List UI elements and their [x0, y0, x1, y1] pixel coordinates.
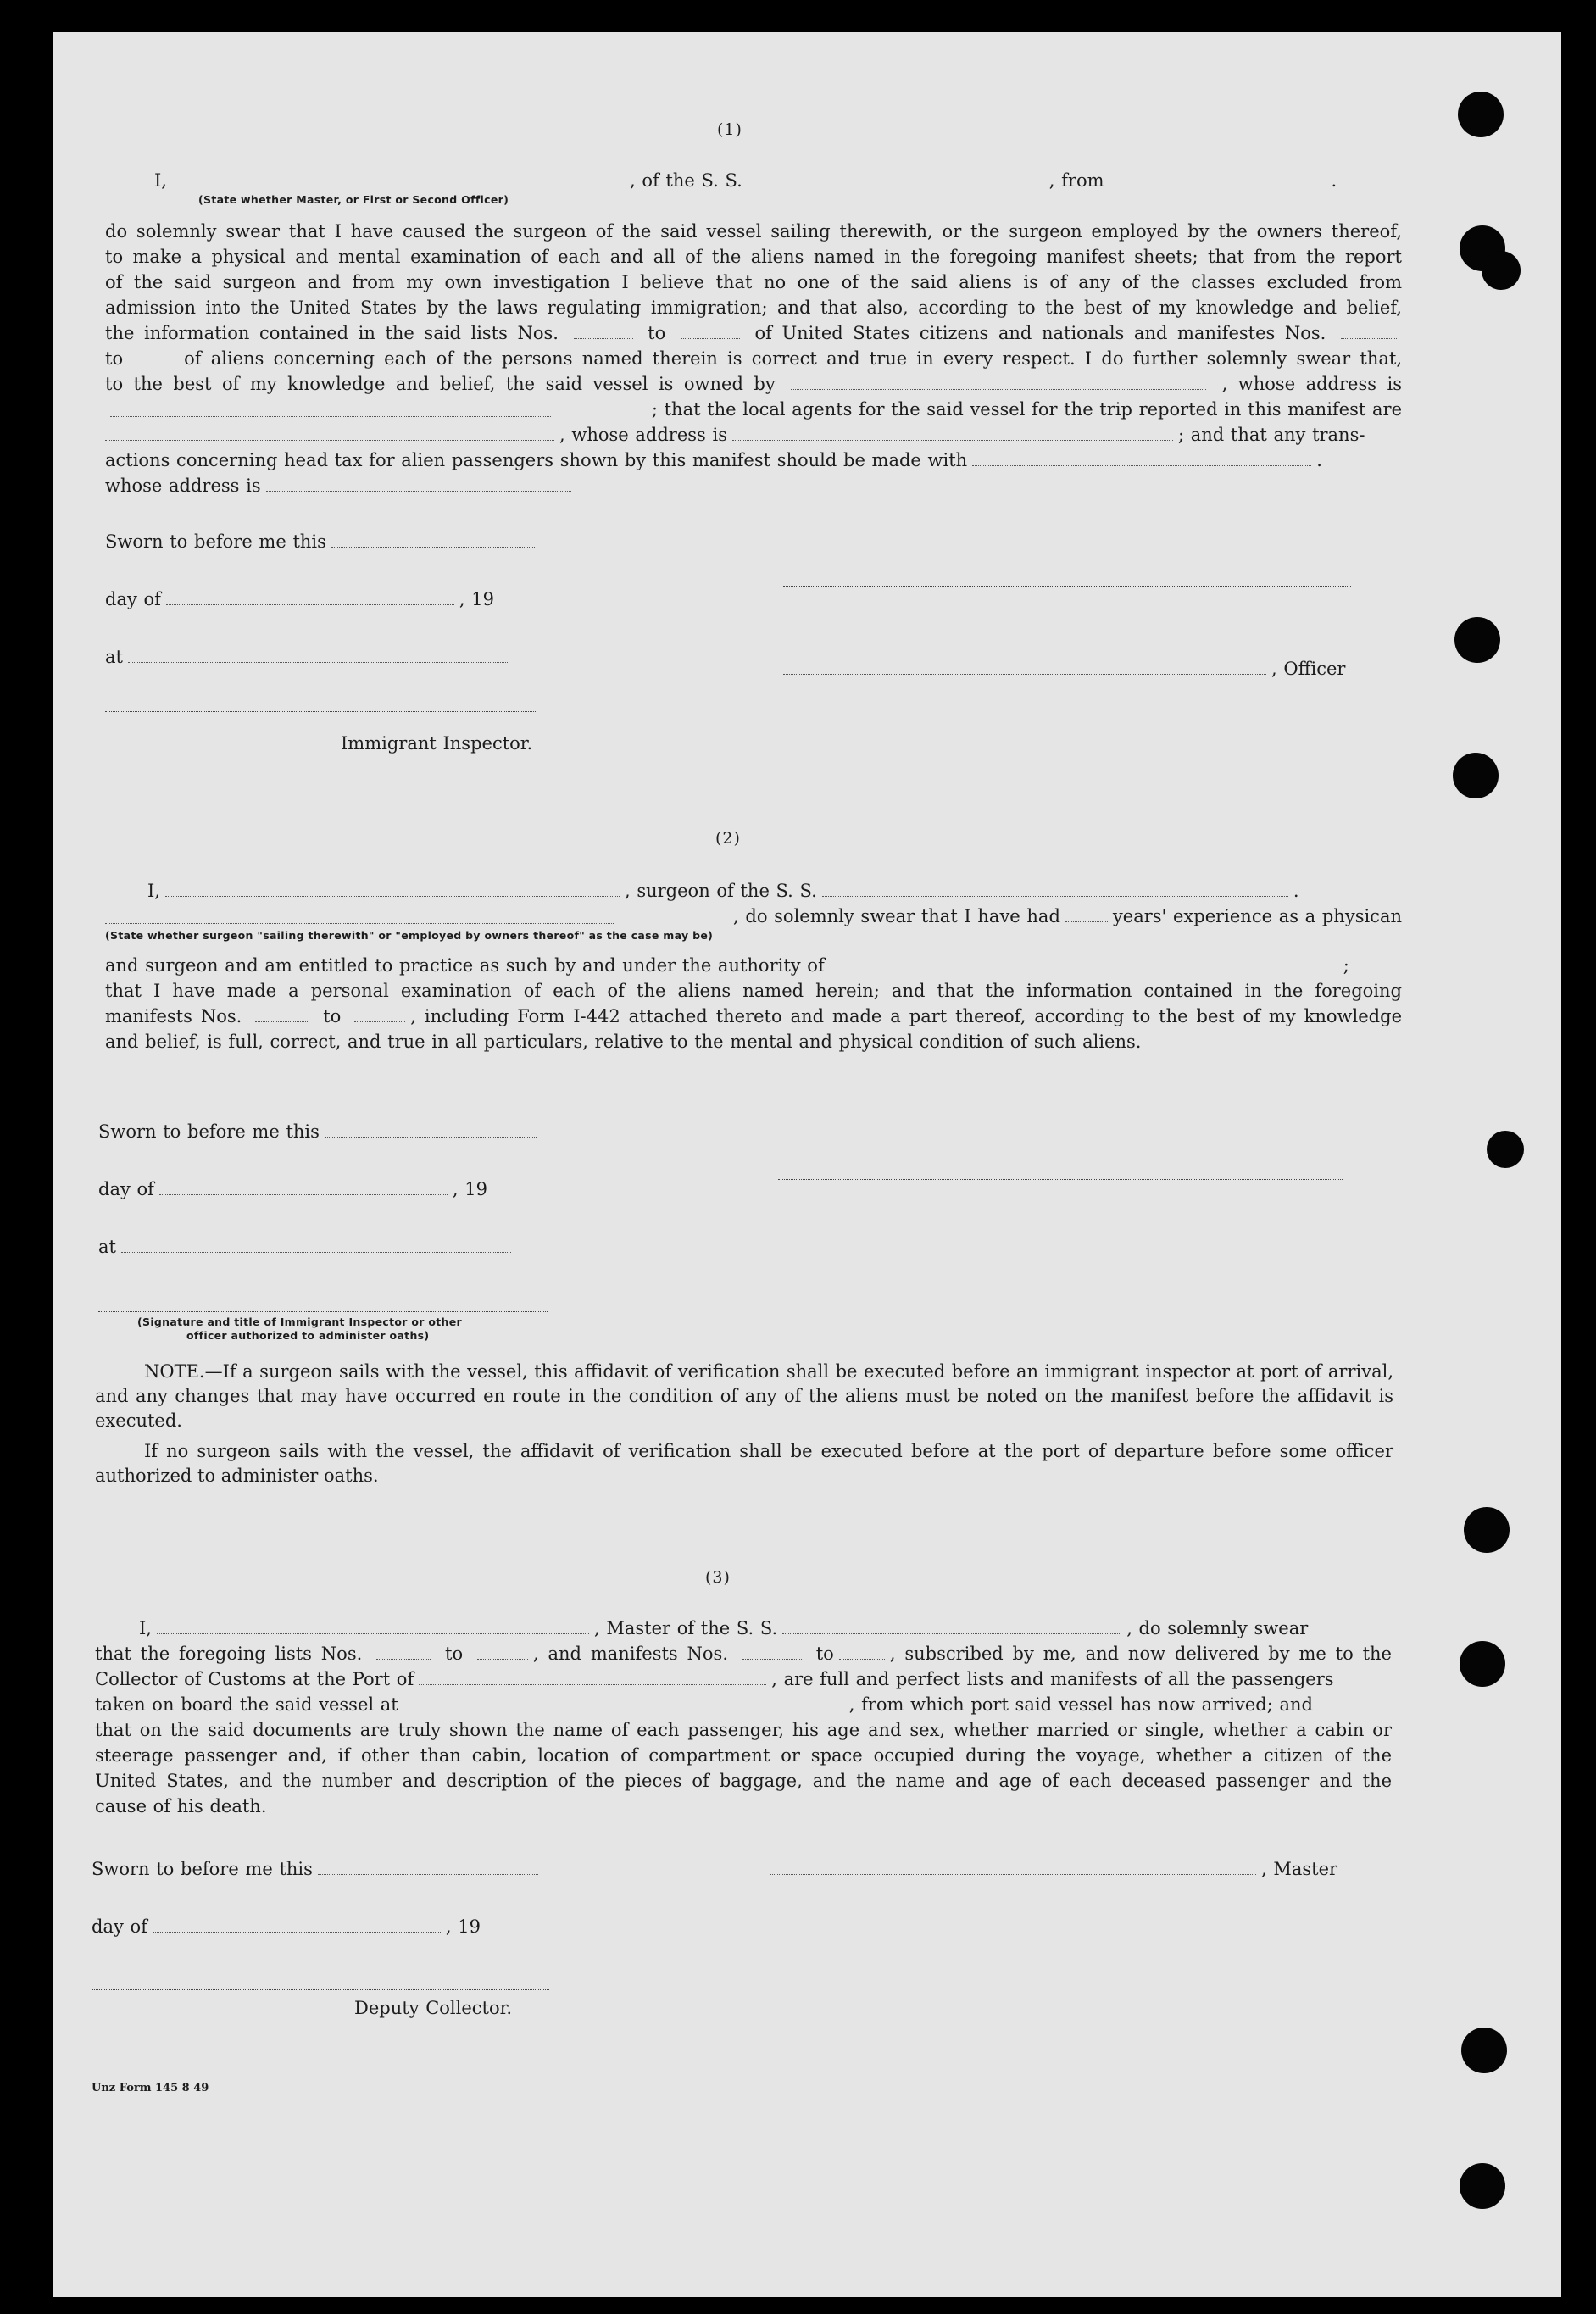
agents-field[interactable]	[105, 439, 554, 441]
years-field[interactable]	[1065, 921, 1108, 922]
master-line	[154, 170, 1337, 192]
s2-day-of-field[interactable]	[159, 1193, 448, 1195]
label: taken on board the said vessel at	[95, 1694, 398, 1715]
s3-taken-line	[95, 1694, 1392, 1716]
label: to	[815, 1644, 834, 1664]
inspector-signature-line[interactable]	[105, 710, 537, 712]
s3-dayof-line	[92, 1916, 481, 1938]
label: and surgeon and am entitled to practice as such by and under the authority of	[105, 955, 825, 976]
label: that the foregoing lists Nos.	[95, 1644, 363, 1664]
label: to the best of my knowledge and belief, the said vessel is owned by	[105, 374, 776, 394]
label: Collector of Customs at the Port of	[95, 1669, 414, 1689]
binder-hole	[1460, 1641, 1505, 1687]
s3-text: steerage passenger and, if other than cabin, location of compartment or space occupied during the voyage, whether a citizen of the	[95, 1745, 1392, 1766]
s2-authority-line	[105, 954, 1402, 976]
from-port-field[interactable]	[1109, 185, 1326, 186]
label: at	[98, 1237, 116, 1257]
label: at	[105, 647, 123, 667]
label: manifests Nos.	[105, 1006, 242, 1026]
s3-text: that on the said documents are truly shown the name of each passenger, his age and sex, whether married or single, whether a cabin or	[95, 1720, 1392, 1740]
label: day of	[92, 1916, 147, 1937]
s1-whose-address-line	[105, 475, 576, 497]
s1-headtax-line	[105, 449, 1402, 471]
s2-at-line	[98, 1236, 516, 1258]
section-2-heading: (2)	[715, 829, 741, 848]
s3-master-sig-line	[770, 1858, 1337, 1880]
master-ship-field[interactable]	[782, 1633, 1121, 1634]
ship-name-field[interactable]	[748, 185, 1044, 186]
s2-dayof-line	[98, 1178, 487, 1200]
s3-manifest-to-field[interactable]	[839, 1658, 885, 1660]
binder-hole	[1461, 2028, 1507, 2073]
label: , Officer	[1271, 659, 1346, 679]
label: to	[648, 323, 666, 343]
deputy-collector-label: Deputy Collector.	[354, 1998, 513, 2018]
label: ; that the local agents for the said vessel for the trip reported in this manifest are	[651, 399, 1402, 420]
label: years' experience as a physican	[1112, 906, 1402, 926]
s1-dayof-line	[105, 588, 494, 610]
s1-aliens-line	[105, 348, 1402, 370]
s3-lists-line	[95, 1643, 1392, 1665]
officer-hint: (State whether Master, or First or Second Officer)	[198, 193, 509, 206]
section-3-heading: (3)	[705, 1568, 731, 1587]
label: of aliens concerning each of the persons named therein is correct and true in every respect. I do further solemnly swear that,	[184, 348, 1402, 369]
headtax-contact-field[interactable]	[972, 464, 1311, 466]
label: ;	[1343, 955, 1349, 976]
s2-manifest-from-field[interactable]	[255, 1021, 309, 1022]
s1-agent-address-line	[105, 424, 1402, 446]
surgeon-ship-field[interactable]	[822, 895, 1288, 897]
day-of-field[interactable]	[166, 604, 454, 605]
surgeon-hint: (State whether surgeon "sailing therewith" or "employed by owners thereof" as the case may be)	[105, 929, 714, 942]
label: .	[1293, 881, 1299, 901]
s2-years-line	[105, 905, 1402, 927]
s1-text: to make a physical and mental examination of each and all of the aliens named in the foregoing manifest sheets; that from the report	[105, 247, 1402, 267]
s1-agents-line	[105, 398, 1402, 420]
label: , whose address is	[559, 425, 727, 445]
agents-address-field[interactable]	[732, 439, 1173, 441]
label: , Master of the S. S.	[593, 1618, 778, 1638]
label: .	[1331, 170, 1337, 191]
label: , whose address is	[1221, 374, 1402, 394]
s2-text: and belief, is full, correct, and true in all particulars, relative to the mental and physical condition of such aliens.	[105, 1032, 1142, 1052]
s1-officer-line	[783, 658, 1345, 680]
sig-hint-2: officer authorized to administer oaths)	[186, 1329, 430, 1342]
s3-sworn-line	[92, 1858, 543, 1880]
surgeon-type-field[interactable]	[105, 922, 614, 924]
officer-signature-line[interactable]	[783, 585, 1351, 587]
manifest-from-field[interactable]	[1341, 337, 1397, 339]
label: whose address is	[105, 476, 261, 496]
at-place-field[interactable]	[128, 661, 509, 663]
manifest-affidavit-page	[53, 32, 1561, 2297]
s1-sworn-line	[105, 531, 540, 553]
s3-manifest-from-field[interactable]	[742, 1658, 802, 1660]
s2-sworn-date-field[interactable]	[325, 1136, 537, 1138]
label: , subscribed by me, and now delivered by me to the	[889, 1644, 1392, 1664]
label: I,	[139, 1618, 152, 1638]
label: , are full and perfect lists and manifests of all the passengers	[771, 1669, 1334, 1689]
binder-hole	[1487, 1131, 1524, 1168]
s3-list-to-field[interactable]	[477, 1658, 528, 1660]
s3-collector-line	[95, 1668, 1392, 1690]
binder-hole	[1453, 753, 1499, 798]
label: of United States citizens and nationals and manifestes Nos.	[754, 323, 1326, 343]
s2-manifests-line	[105, 1005, 1402, 1027]
surgeon-signature-line[interactable]	[778, 1178, 1343, 1180]
s2-sworn-line	[98, 1121, 542, 1143]
headtax-address-field[interactable]	[266, 490, 571, 492]
label: , including Form I-442 attached thereto and made a part thereof, according to the best of my knowledge	[410, 1006, 1402, 1026]
s1-text: admission into the United States by the laws regulating immigration; and that also, according to the best of my knowledge and belief,	[105, 298, 1402, 318]
s3-day-of-field[interactable]	[153, 1931, 441, 1933]
inspector-label: Immigrant Inspector.	[341, 733, 533, 754]
label: I,	[154, 170, 167, 191]
binder-hole	[1458, 92, 1504, 137]
label: .	[1316, 450, 1322, 470]
s3-list-from-field[interactable]	[376, 1658, 431, 1660]
label: , from which port said vessel has now arrived; and	[848, 1694, 1313, 1715]
label: the information contained in the said lists Nos.	[105, 323, 559, 343]
sworn-date-field[interactable]	[331, 546, 535, 548]
label: to	[323, 1006, 342, 1026]
label: I,	[147, 881, 160, 901]
label: , and manifests Nos.	[532, 1644, 729, 1664]
s1-lists-line	[105, 322, 1402, 344]
label: to	[105, 348, 124, 369]
label: , 19	[459, 589, 494, 609]
label: ; and that any trans-	[1177, 425, 1365, 445]
label: , 19	[452, 1179, 487, 1199]
departure-port-field[interactable]	[403, 1709, 844, 1710]
master-signature-field[interactable]	[770, 1873, 1256, 1875]
manifest-to-field[interactable]	[128, 363, 179, 364]
authority-field[interactable]	[830, 970, 1338, 971]
owner-address-field[interactable]	[110, 415, 551, 417]
label: , do solemnly swear that I have had	[733, 906, 1060, 926]
s3-master-line	[139, 1617, 1308, 1639]
label: , 19	[445, 1916, 481, 1937]
master-name-field[interactable]	[157, 1633, 589, 1634]
s3-text: cause of his death.	[95, 1796, 267, 1816]
s1-owner-line	[105, 373, 1402, 395]
label: , do solemnly swear	[1126, 1618, 1309, 1638]
note-paragraph-2: If no surgeon sails with the vessel, the affidavit of verification shall be executed before at the port of departure before some officer authorized to administer oaths.	[95, 1441, 1393, 1486]
binder-hole	[1460, 2163, 1505, 2209]
label: to	[445, 1644, 464, 1664]
binder-hole	[1464, 1507, 1510, 1553]
s2-surgeon-line	[147, 880, 1299, 902]
label: Sworn to before me this	[98, 1121, 320, 1142]
label: actions concerning head tax for alien passengers shown by this manifest should be made with	[105, 450, 968, 470]
s1-at-line	[105, 646, 514, 668]
owner-field[interactable]	[791, 388, 1206, 390]
binder-hole	[1482, 251, 1521, 290]
label: , Master	[1261, 1859, 1338, 1879]
label: Sworn to before me this	[105, 531, 326, 552]
surgeon-name-field[interactable]	[165, 895, 620, 897]
s3-text: United States, and the number and description of the pieces of baggage, and the name and age of each deceased passenger and the	[95, 1771, 1392, 1791]
label: , from	[1048, 170, 1104, 191]
section-1-heading: (1)	[717, 120, 742, 139]
list-from-field[interactable]	[574, 337, 633, 339]
deputy-signature-line[interactable]	[92, 1989, 549, 1990]
note-paragraph-1: NOTE.—If a surgeon sails with the vessel, this affidavit of verification shall be executed before an immigrant inspector at port of arrival, and any changes that may have occurred en route in the condition of any of the aliens must be noted on the manifest before the affidavit is executed.	[95, 1361, 1393, 1431]
officer-field[interactable]	[783, 673, 1266, 675]
s1-text: do solemnly swear that I have caused the surgeon of the said vessel sailing therewith, or the surgeon employed by the owners thereof,	[105, 221, 1402, 242]
s1-text: of the said surgeon and from my own investigation I believe that no one of the said aliens is of any of the classes excluded from	[105, 272, 1402, 292]
s2-inspector-signature-line[interactable]	[98, 1310, 548, 1312]
s2-text: that I have made a personal examination of each of the aliens named herein; and that the information contained in the foregoing	[105, 981, 1402, 1001]
label: , surgeon of the S. S.	[624, 881, 817, 901]
s2-manifest-to-field[interactable]	[354, 1021, 405, 1022]
label: day of	[105, 589, 161, 609]
label: Sworn to before me this	[92, 1859, 313, 1879]
label: , of the S. S.	[629, 170, 742, 191]
list-to-field[interactable]	[681, 337, 740, 339]
form-number: Unz Form 145 8 49	[92, 2082, 209, 2094]
sig-hint-1: (Signature and title of Immigrant Inspector or other	[137, 1316, 462, 1328]
binder-hole	[1454, 617, 1500, 663]
officer-name-field[interactable]	[172, 185, 625, 186]
s3-sworn-date-field[interactable]	[318, 1873, 538, 1875]
port-field[interactable]	[419, 1683, 766, 1685]
s2-at-place-field[interactable]	[121, 1251, 511, 1253]
label: day of	[98, 1179, 154, 1199]
